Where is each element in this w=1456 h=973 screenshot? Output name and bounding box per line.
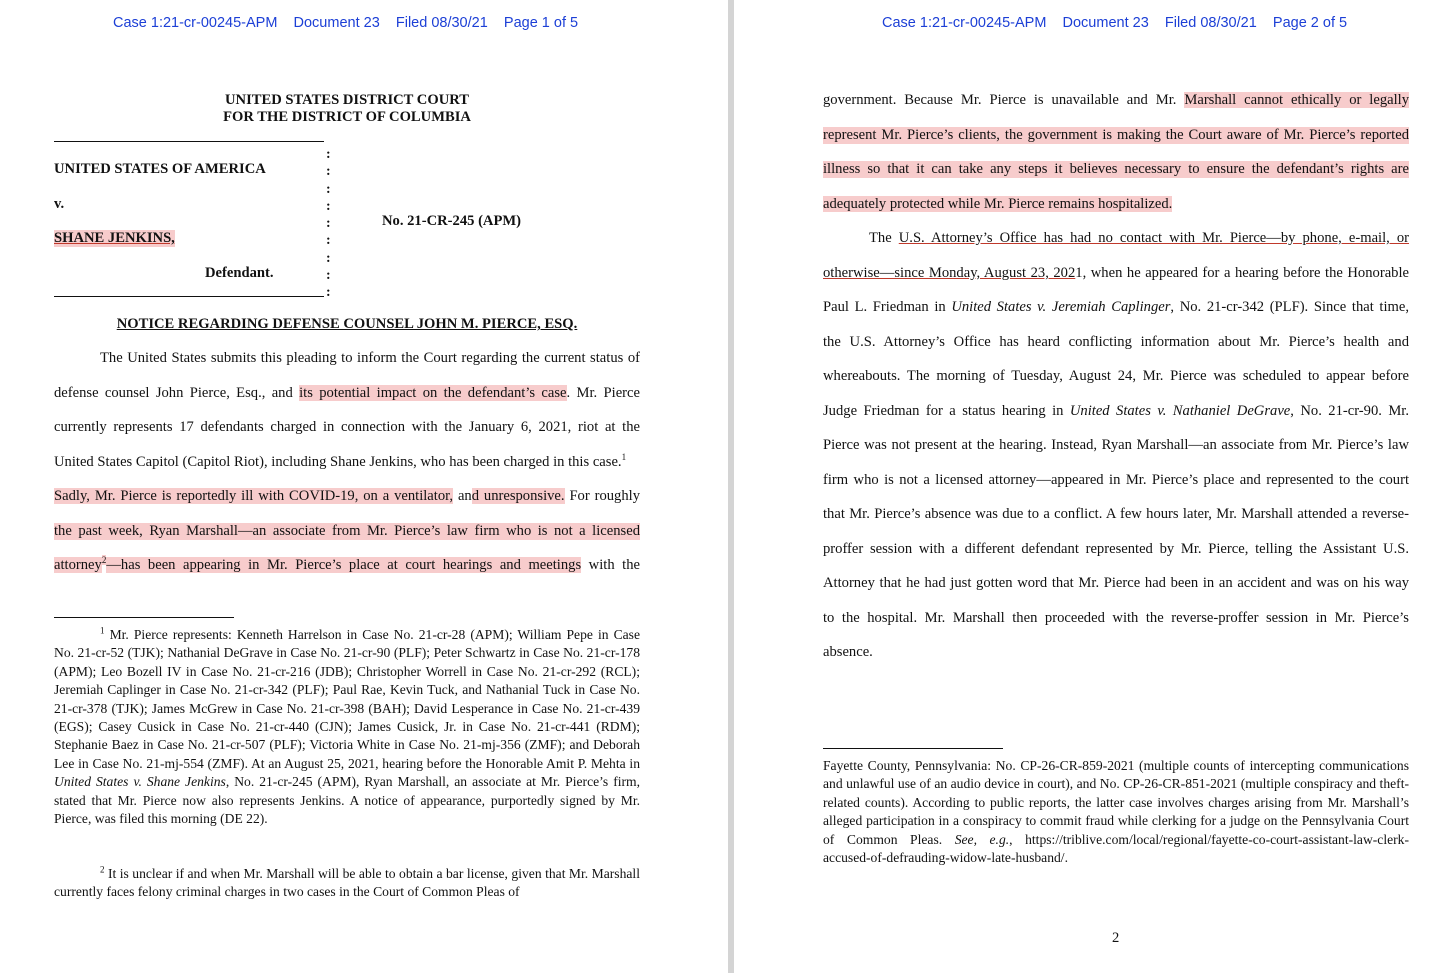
court-name: UNITED STATES DISTRICT COURT — [224, 92, 469, 108]
highlight: attorney — [54, 557, 102, 573]
body-line: Attorney that he had just gotten word that Mr. Pierce had been in an accident and was on his way — [823, 575, 1409, 591]
footnote-ref: 1 — [621, 452, 627, 463]
body-line: currently represents 17 defendants charged in connection with the January 6, 2021, riot at the — [54, 419, 640, 435]
body-line: that Mr. Pierce’s absence was due to a conflict. A few hours later, Mr. Marshall attended a reverse- — [823, 506, 1409, 522]
body-line — [823, 196, 1409, 213]
notice-title: NOTICE REGARDING DEFENSE COUNSEL JOHN M. PIERCE, ESQ. — [116, 316, 578, 332]
caption-rule-bottom — [54, 296, 324, 297]
caption-colons: : : : : : : : : : — [326, 147, 331, 301]
caption-rule-top — [54, 141, 324, 142]
body-line: United States Capitol (Capitol Riot), including Shane Jenkins, who has been charged in this case.$^1$ — [54, 452, 627, 470]
defendant-label: Defendant. — [205, 265, 274, 281]
underline-mark: U.S. Attorney’s Office has had no contact with Mr. Pierce—by phone, e-mail, or — [898, 230, 1410, 246]
highlight: illness so that it can take any steps it believes necessary to ensure the defendant’s rights are — [823, 161, 1409, 177]
body-line: Sadly, Mr. Pierce is reportedly ill with COVID-19, on a ventilator, and unresponsive. For roughly — [54, 488, 640, 504]
body-line — [54, 523, 640, 540]
case-header: Case 1:21-cr-00245-APM Document 23 Filed 08/30/21 Page 1 of 5 — [113, 15, 579, 31]
footnote-rule — [823, 748, 1003, 749]
page-number: 2 — [1112, 930, 1120, 946]
body-line — [823, 127, 1409, 144]
highlight: Marshall cannot ethically or legally — [1184, 92, 1409, 108]
court-district: FOR THE DISTRICT OF COLUMBIA — [223, 109, 471, 125]
footnote-rule — [54, 617, 234, 618]
body-line — [823, 161, 1409, 178]
body-line: whereabouts. The morning of Tuesday, August 24, Mr. Pierce was scheduled to appear before — [823, 368, 1409, 384]
underline-mark: otherwise—since Monday, August 23, 202 — [823, 265, 1076, 281]
plaintiff-name: UNITED STATES OF AMERICA — [54, 161, 266, 177]
highlight: adequately protected while Mr. Pierce remains hospitalized. — [823, 196, 1173, 212]
defendant-name: SHANE JENKINS, — [54, 230, 175, 246]
body-line: government. Because Mr. Pierce is unavailable and Mr. Marshall cannot ethically or legally — [823, 92, 1409, 108]
highlight: —has been appearing in Mr. Pierce’s place at court hearings and meetings — [106, 557, 582, 573]
footnote-number: 1 — [100, 625, 105, 636]
case-number: No. 21-CR-245 (APM) — [382, 213, 522, 229]
highlight: the past week, Ryan Marshall—an associate from Mr. Pierce’s law firm who is not a licensed — [54, 523, 640, 539]
document-page-2 — [734, 0, 1456, 973]
highlight: Sadly, Mr. Pierce is reportedly ill with COVID-19, on a ventilator, — [54, 488, 454, 504]
footnote-number: 2 — [100, 864, 105, 875]
highlight: d unresponsive. — [471, 488, 565, 504]
footnote-2-continued: Fayette County, Pennsylvania: No. CP-26-CR-859-2021 (multiple counts of intercepting communications and unlawful use of an audio device in court), and No. CP-26-CR-851-2021 (multiple conspiracy and theft-related counts). According to public reports, the latter case involves charges arising from Mr. Marshall’s alleged participation in a conspiracy to commit fraud while clerking for a judge on the Pennsylvania Court of Common Pleas. See, e.g., https://triblive.com/local/regional/fayette-co-court-assistant-law-clerk-accused-of-defrauding-widow-late-husband/. — [823, 758, 1409, 866]
body-line: The United States submits this pleading to inform the Court regarding the current status of — [100, 350, 640, 366]
footnote-ref: 2 — [101, 555, 107, 566]
body-line: the U.S. Attorney’s Office has heard conflicting information about Mr. Pierce’s health and — [823, 334, 1409, 350]
footnote-2: $^2$ It is unclear if and when Mr. Marshall will be able to obtain a bar license, given that Mr. Marshall currently faces felony criminal charges in two cases in the Court of Common Pleas of — [54, 864, 640, 900]
body-line: to the hospital. Mr. Marshall then proceeded with the reverse-proffer session in Mr. Pierce’s — [823, 610, 1409, 626]
body-line: The U.S. Attorney’s Office has had no contact with Mr. Pierce—by phone, e-mail, or — [869, 230, 1410, 246]
body-line: Judge Friedman for a status hearing in United States v. Nathaniel DeGrave, No. 21-cr-90. Mr. — [823, 403, 1410, 419]
footnote-1: $^1$ Mr. Pierce represents: Kenneth Harrelson in Case No. 21-cr-28 (APM); William Pepe in Case No. 21-cr-52 (TJK); Nathanial DeGrave in Case No. 21-cr-90 (PLF); Peter Schwartz in Case No. 21-cr-178 (APM); Leo Bozell IV in Case No. 21-cr-216 (JDB); Christopher Worrell in Case No. 21-cr-292 (RCL); Jeremiah Caplinger in Case No. 21-cr-342 (PLF); Paul Rae, Kevin Tuck, and Nathanial Tuck in Case No. 21-cr-378 (TJK); James McGrew in Case No. 21-cr-398 (BAH); David Lesperance in Case No. 21-cr-439 (EGS); Casey Cusick in Case No. 21-cr-440 (CJN); James Cusick, Jr. in Case No. 21-cr-441 (RDM); Stephanie Baez in Case No. 21-cr-507 (PLF); Victoria White in Case No. 21-mj-356 (ZMF); and Deborah Lee in Case No. 21-mj-554 (ZMF). At an August 25, 2021, hearing before the Honorable Amit P. Mehta in United States v. Shane Jenkins, No. 21-cr-245 (APM), Ryan Marshall, an associate at Mr. Pierce’s firm, stated that Mr. Pierce now also represents Jenkins. A notice of appearance, purportedly signed by Mr. Pierce, was filed this morning (DE 22). — [54, 625, 640, 827]
body-line: proffer session with a different defendant represented by Mr. Pierce, telling the Assistant U.S. — [823, 541, 1409, 557]
body-line: firm who is not a licensed attorney—appeared in Mr. Pierce’s place and represented to the court — [823, 472, 1409, 488]
versus-label: v. — [54, 196, 65, 212]
body-line: absence. — [823, 644, 873, 660]
highlight: represent Mr. Pierce’s clients, the government is making the Court aware of Mr. Pierce’s reported — [823, 127, 1409, 143]
case-header: Case 1:21-cr-00245-APM Document 23 Filed 08/30/21 Page 2 of 5 — [882, 15, 1348, 31]
body-line: Paul L. Friedman in United States v. Jeremiah Caplinger, No. 21-cr-342 (PLF). Since that time, — [823, 299, 1409, 315]
body-line: otherwise—since Monday, August 23, 2021, when he appeared for a hearing before the Honorable — [823, 265, 1409, 281]
body-line: attorney$^2$—has been appearing in Mr. Pierce’s place at court hearings and meetings with the — [54, 555, 640, 573]
court-caption — [54, 92, 640, 126]
body-line: Pierce was not present at the hearing. Instead, Ryan Marshall—an associate from Mr. Pierce’s law — [823, 437, 1409, 453]
highlight: its potential impact on the defendant’s case — [299, 385, 567, 401]
body-line: defense counsel John Pierce, Esq., and its potential impact on the defendant’s case. Mr. Pierce — [54, 385, 640, 401]
